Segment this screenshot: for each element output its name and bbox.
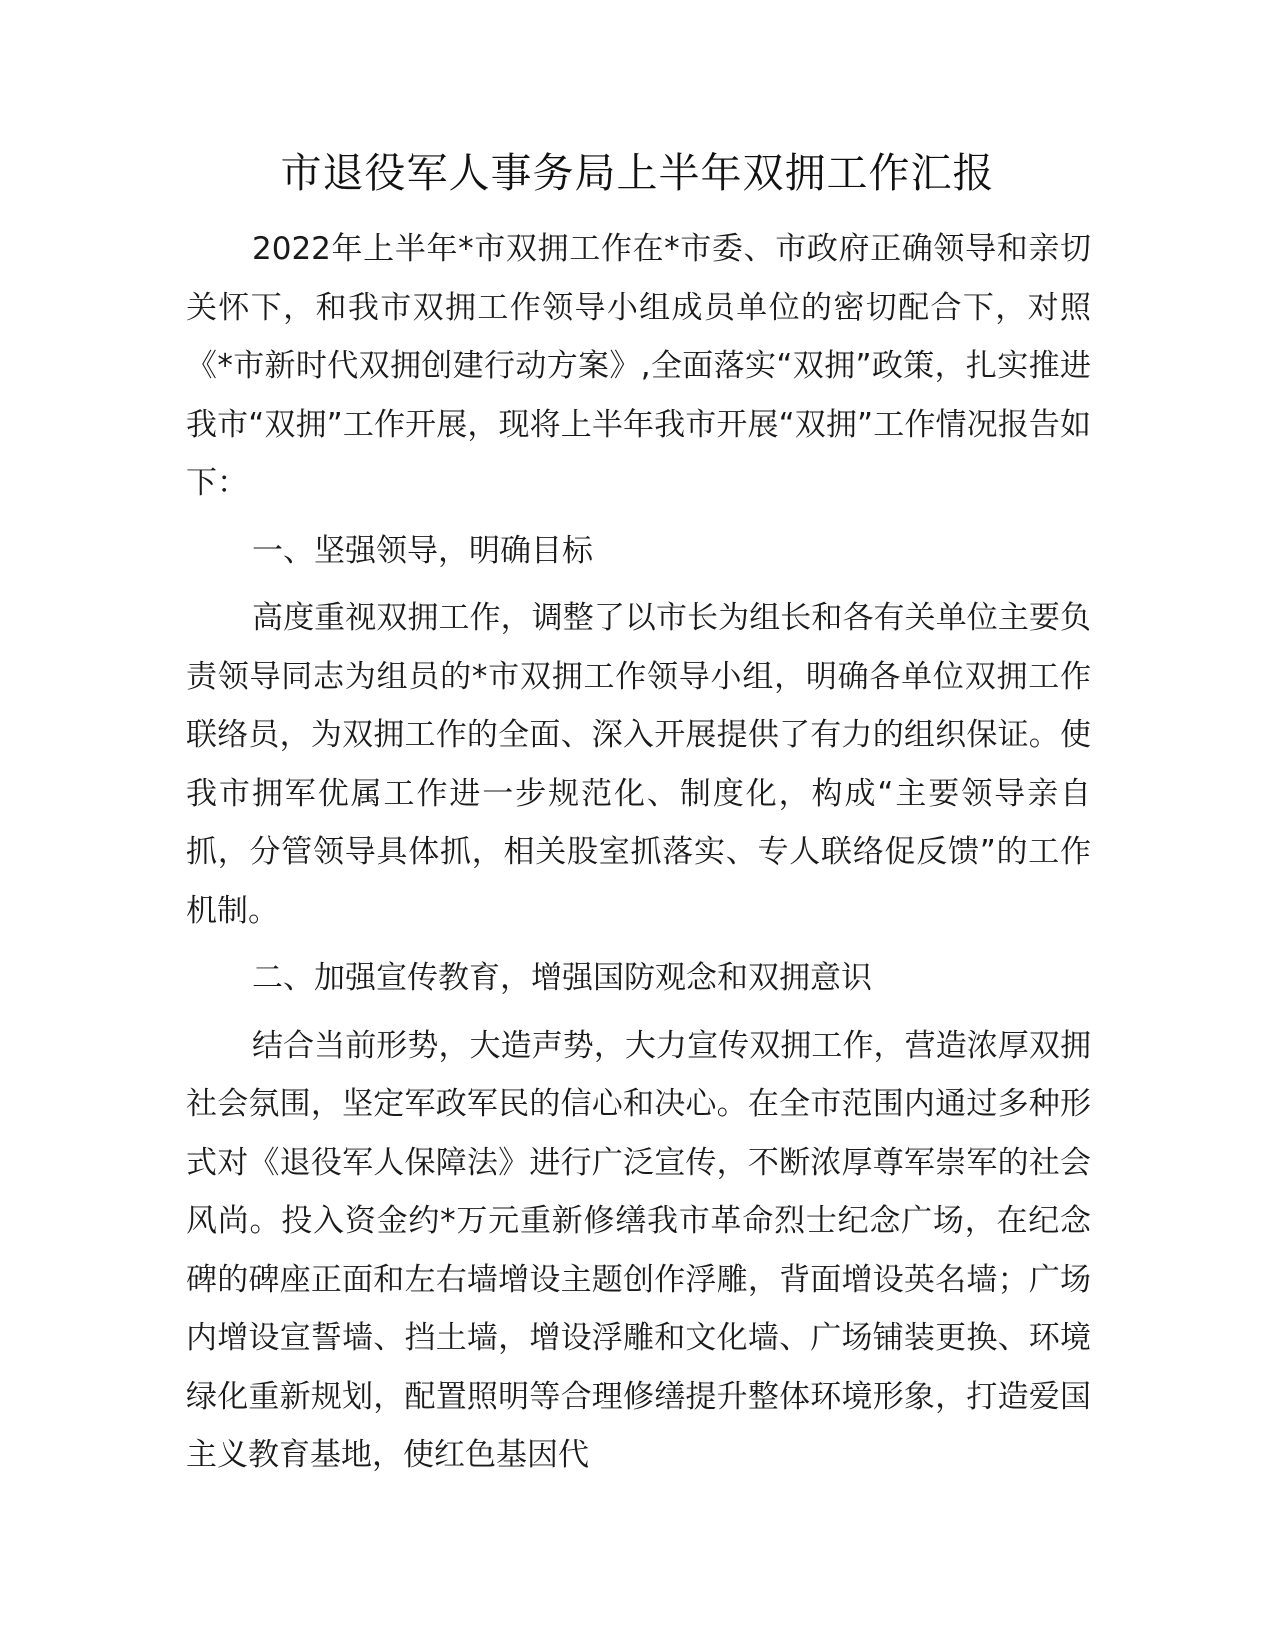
- document-body: [186, 220, 1091, 1494]
- intro-paragraph: 2022年上半年*市双拥工作在*市委、市政府正确领导和亲切关怀下，和我市双拥工作领导小组成员单位的密切配合下，对照《*市新时代双拥创建行动方案》,全面落实“双拥”政策，扎实推进我市“双拥”工作开展，现将上半年我市开展“双拥”工作情况报告如下：: [186, 231, 1091, 501]
- section-1-heading: 一、坚强领导，明确目标: [252, 532, 593, 569]
- section-2-heading: 二、加强宣传教育，增强国防观念和双拥意识: [252, 960, 872, 996]
- document-title: 市退役军人事务局上半年双拥工作汇报: [280, 149, 995, 197]
- section-2-paragraph: 结合当前形势，大造声势，大力宣传双拥工作，营造浓厚双拥社会氛围，坚定军政军民的信心和决心。在全市范围内通过多种形式对《退役军人保障法》进行广泛宣传，不断浓厚尊军崇军的社会风尚。投入资金约*万元重新修缮我市革命烈士纪念广场，在纪念碑的碑座正面和左右墙增设主题创作浮雕，背面增设英名墙；广场内增设宣誓墙、挡土墙，增设浮雕和文化墙、广场铺装更换、环境绿化重新规划，配置照明等合理修缮提升整体环境形象，打造爱国主义教育基地，使红色基因代: [186, 1027, 1091, 1473]
- section-1-paragraph: 高度重视双拥工作，调整了以市长为组长和各有关单位主要负责领导同志为组员的*市双拥工作领导小组，明确各单位双拥工作联络员，为双拥工作的全面、深入开展提供了有力的组织保证。使我市拥军优属工作进一步规范化、制度化，构成“主要领导亲自抓，分管领导具体抓，相关股室抓落实、专人联络促反馈”的工作机制。: [186, 600, 1091, 929]
